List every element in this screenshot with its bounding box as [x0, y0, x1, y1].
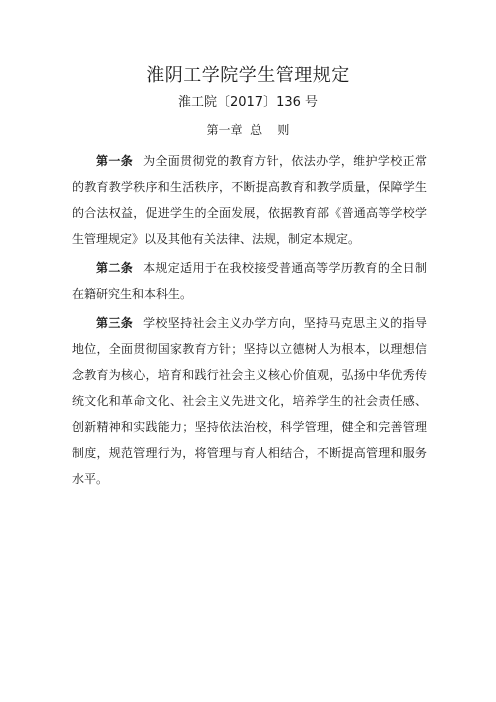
article-2-heading: 第二条	[96, 261, 134, 275]
article-2-text: 本规定适用于在我校接受普通高等学历教育的全日制在籍研究生和本科生。	[72, 261, 427, 301]
article-1-text: 为全面贯彻党的教育方针，依法办学，维护学校正常的教育教学秩序和生活秩序，不断提高教育和教学质量，保障学生的合法权益，促进学生的全面发展，依据教育部《普通高等学校学生管理规定》以及其他有关法律、法规，制定本规定。	[72, 154, 427, 246]
chapter-heading: 第一章 总 则	[206, 123, 290, 137]
article-1	[72, 148, 427, 252]
document-number: 淮工院〔2017〕136 号	[177, 95, 319, 110]
article-3-text: 学校坚持社会主义办学方向，坚持马克思主义的指导地位，全面贯彻国家教育方针；坚持以立德树人为根本，以理想信念教育为核心，培育和践行社会主义核心价值观，弘扬中华优秀传统文化和革命文化、社会主义先进文化，培养学生的社会责任感、创新精神和实践能力；坚持依法治校，科学管理，健全和完善管理制度，规范管理行为，将管理与育人相结合，不断提高管理和服务水平。	[72, 316, 427, 486]
article-2	[72, 255, 427, 307]
document-title: 淮阴工学院学生管理规定	[146, 65, 350, 86]
article-list	[72, 148, 427, 495]
article-1-heading: 第一条	[96, 154, 134, 168]
article-3	[72, 310, 427, 492]
article-3-heading: 第三条	[96, 316, 134, 330]
